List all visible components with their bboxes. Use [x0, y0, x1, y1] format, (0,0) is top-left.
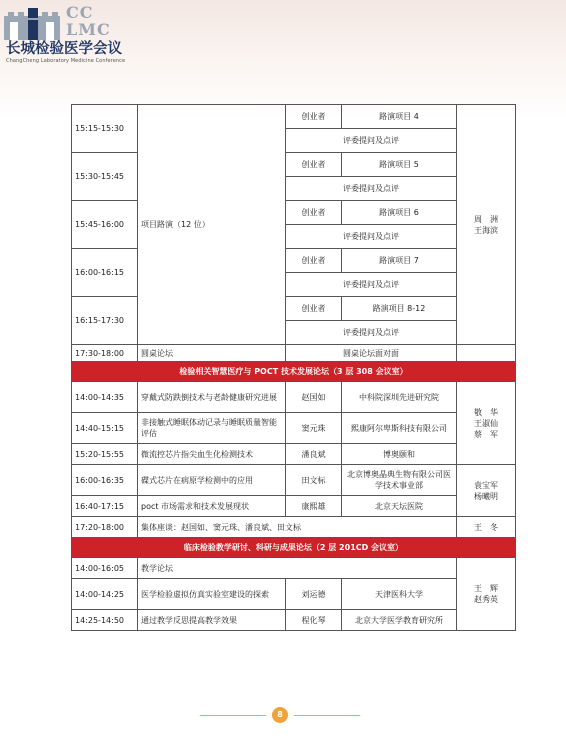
- schedule-table: [71, 104, 516, 631]
- speaker-cell: 程化琴: [286, 610, 342, 631]
- speaker-cell: 田文标: [286, 465, 342, 496]
- table-row: [72, 382, 516, 413]
- speaker-cell: 康熙雄: [286, 496, 342, 517]
- section-title: 检验相关智慧医疗与 POCT 技术发展论坛（3 层 308 会议室）: [72, 362, 516, 382]
- time-cell: 16:40-17:15: [72, 496, 138, 517]
- table-row: [72, 444, 516, 465]
- speaker-cell: 刘运德: [286, 579, 342, 610]
- time-cell: 14:00-14:35: [72, 382, 138, 413]
- table-row: [72, 579, 516, 610]
- table-row: [72, 517, 516, 538]
- time-cell: 16:15-17:30: [72, 297, 138, 345]
- chair-cell: 敬 华 王淑仙 蔡 军: [457, 382, 516, 465]
- org-cell: 北京大学医学教育研究所: [342, 610, 457, 631]
- topic-cell: 圆桌论坛: [138, 345, 286, 362]
- topic-cell: 医学检验虚拟仿真实验室建设的探索: [138, 579, 286, 610]
- table-row: [72, 496, 516, 517]
- topic-cell: 非接触式睡眠体动记录与睡眠质量智能评估: [138, 413, 286, 444]
- topic-cell: 穿戴式防跌倒技术与老龄健康研究进展: [138, 382, 286, 413]
- time-cell: 14:00-14:25: [72, 579, 138, 610]
- time-cell: 14:00-16:05: [72, 558, 138, 579]
- time-cell: 17:30-18:00: [72, 345, 138, 362]
- page-number: 8: [272, 707, 288, 723]
- review-cell: 评委提问及点评: [286, 321, 457, 345]
- entrepreneur-label: 创业者: [286, 153, 342, 177]
- project-cell: 路演项目 7: [342, 249, 457, 273]
- section-header-row: [72, 362, 516, 382]
- speaker-cell: 赵国如: [286, 382, 342, 413]
- content-cell: 圆桌论坛面对面: [286, 345, 457, 362]
- org-cell: 北京博奥晶典生物有限公司医学技术事业部: [342, 465, 457, 496]
- time-cell: 14:40-15:15: [72, 413, 138, 444]
- topic-cell: 教学论坛: [138, 558, 457, 579]
- table-row: [72, 558, 516, 579]
- time-cell: 15:15-15:30: [72, 105, 138, 153]
- footer-divider-right: [294, 715, 360, 716]
- conference-title-en: ChangCheng Laboratory Medicine Conference: [6, 58, 126, 64]
- org-cell: 北京天坛医院: [342, 496, 457, 517]
- conference-logo: [4, 4, 204, 66]
- time-cell: 16:00-16:35: [72, 465, 138, 496]
- project-cell: 路演项目 5: [342, 153, 457, 177]
- entrepreneur-label: 创业者: [286, 249, 342, 273]
- org-cell: 中科院深圳先进研究院: [342, 382, 457, 413]
- table-row: [72, 345, 516, 362]
- org-cell: 博奥颐和: [342, 444, 457, 465]
- topic-cell: poct 市场需求和技术发展现状: [138, 496, 286, 517]
- time-cell: 15:45-16:00: [72, 201, 138, 249]
- project-cell: 路演项目 6: [342, 201, 457, 225]
- time-cell: 15:30-15:45: [72, 153, 138, 201]
- org-cell: 天津医科大学: [342, 579, 457, 610]
- time-cell: 15:20-15:55: [72, 444, 138, 465]
- review-cell: 评委提问及点评: [286, 177, 457, 201]
- logo-lmc-text: LMC: [66, 20, 111, 39]
- chair-cell: 王 冬: [457, 517, 516, 538]
- great-wall-logo-icon: [4, 6, 60, 40]
- session-cell: 项目路演（12 位）: [138, 105, 286, 345]
- discussion-cell: 集体座谈：赵国如、窦元珠、潘良斌、田文标: [138, 517, 457, 538]
- section-title: 临床检验教学研讨、科研与成果论坛（2 层 201CD 会议室）: [72, 538, 516, 558]
- conference-title-cn: 长城检验医学会议: [6, 41, 122, 57]
- chair-cell: 王 辉 赵秀英: [457, 558, 516, 631]
- table-row: [72, 105, 516, 129]
- chair-cell: 袁宝军 杨曦明: [457, 465, 516, 517]
- time-cell: 17:20-18:00: [72, 517, 138, 538]
- review-cell: 评委提问及点评: [286, 273, 457, 297]
- table-row: [72, 413, 516, 444]
- speaker-cell: 窦元珠: [286, 413, 342, 444]
- empty-cell: [457, 345, 516, 362]
- speaker-cell: 潘良斌: [286, 444, 342, 465]
- footer-divider-left: [200, 715, 266, 716]
- topic-cell: 碟式芯片在病原学检测中的应用: [138, 465, 286, 496]
- entrepreneur-label: 创业者: [286, 105, 342, 129]
- time-cell: 14:25-14:50: [72, 610, 138, 631]
- entrepreneur-label: 创业者: [286, 297, 342, 321]
- topic-cell: 通过教学反思提高教学效果: [138, 610, 286, 631]
- table-row: [72, 465, 516, 496]
- chair-cell: 周 洲 王海滨: [457, 105, 516, 345]
- logo-cc-text: CC: [66, 3, 94, 22]
- project-cell: 路演项目 4: [342, 105, 457, 129]
- review-cell: 评委提问及点评: [286, 129, 457, 153]
- time-cell: 16:00-16:15: [72, 249, 138, 297]
- table-row: [72, 610, 516, 631]
- org-cell: 熙康阿尔卑斯科技有限公司: [342, 413, 457, 444]
- topic-cell: 微流控芯片指尖血生化检测技术: [138, 444, 286, 465]
- section-header-row: [72, 538, 516, 558]
- review-cell: 评委提问及点评: [286, 225, 457, 249]
- project-cell: 路演项目 8-12: [342, 297, 457, 321]
- entrepreneur-label: 创业者: [286, 201, 342, 225]
